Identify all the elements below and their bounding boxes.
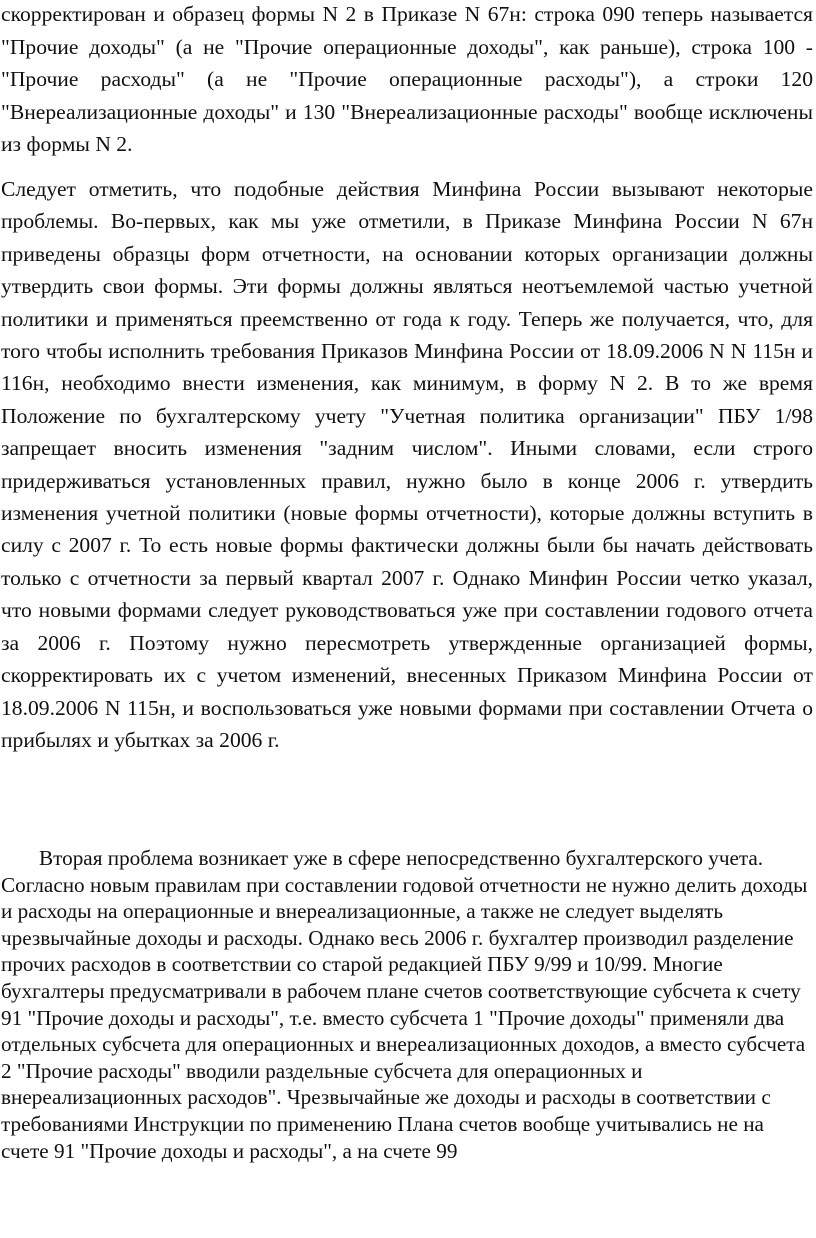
paragraph-form2-lines: скорректирован и образец формы N 2 в Приказе N 67н: строка 090 теперь называется "Прочие доходы" (а не "Прочие операционные доходы", как раньше), строка 100 - "Прочие расходы" (а не "Прочие операционные расходы"), а строки 120 "Внереализационные доходы" и 130 "Внереализационные расходы" вообще исключены из формы N 2.	[1, 2, 813, 156]
paragraph-minfin-problems: Следует отметить, что подобные действия Минфина России вызывают некоторые проблемы. Во-первых, как мы уже отметили, в Приказе Минфина России N 67н приведены образцы форм отчетности, на основании которых организации должны утвердить свои формы. Эти формы должны являться неотъемлемой частью учетной политики и применяться преемственно от года к году. Теперь же получается, что, для того чтобы исполнить требования Приказов Минфина России от 18.09.2006 N N 115н и 116н, необходимо внести изменения, как минимум, в форму N 2. В то же время Положение по бухгалтерскому учету "Учетная политика организации" ПБУ 1/98 запрещает вносить изменения "задним числом". Иными словами, если строго придерживаться установленных правил, нужно было в конце 2006 г. утвердить изменения учетной политики (новые формы отчетности), которые должны вступить в силу с 2007 г. То есть новые формы фактически должны были бы начать действовать только с отчетности за первый квартал 2007 г. Однако Минфин России четко указал, что новыми формами следует руководствоваться уже при составлении годового отчета за 2006 г. Поэтому нужно пересмотреть утвержденные организацией формы, скорректировать их с учетом изменений, внесенных Приказом Минфина России от 18.09.2006 N 115н, и воспользоваться уже новыми формами при составлении Отчета о прибылях и убытках за 2006 г.	[1, 177, 813, 752]
paragraph-accounting-problem: Вторая проблема возникает уже в сфере непосредственно бухгалтерского учета. Согласно новым правилам при составлении годовой отчетности не нужно делить доходы и расходы на операционные и внереализационные, а также не следует выделять чрезвычайные доходы и расходы. Однако весь 2006 г. бухгалтер производил разделение прочих расходов в соответствии со старой редакцией ПБУ 9/99 и 10/99. Многие бухгалтеры предусматривали в рабочем плане счетов соответствующие субсчета к счету 91 "Прочие доходы и расходы", т.е. вместо субсчета 1 "Прочие доходы" применяли два отдельных субсчета для операционных и внереализационных доходов, а вместо субсчета 2 "Прочие расходы" вводили раздельные субсчета для операционных и внереализационных расходов". Чрезвычайные же доходы и расходы в соответствии с требованиями Инструкции по применению Плана счетов вообще учитывались не на счете 91 "Прочие доходы и расходы", а на счете 99	[1, 846, 808, 1163]
